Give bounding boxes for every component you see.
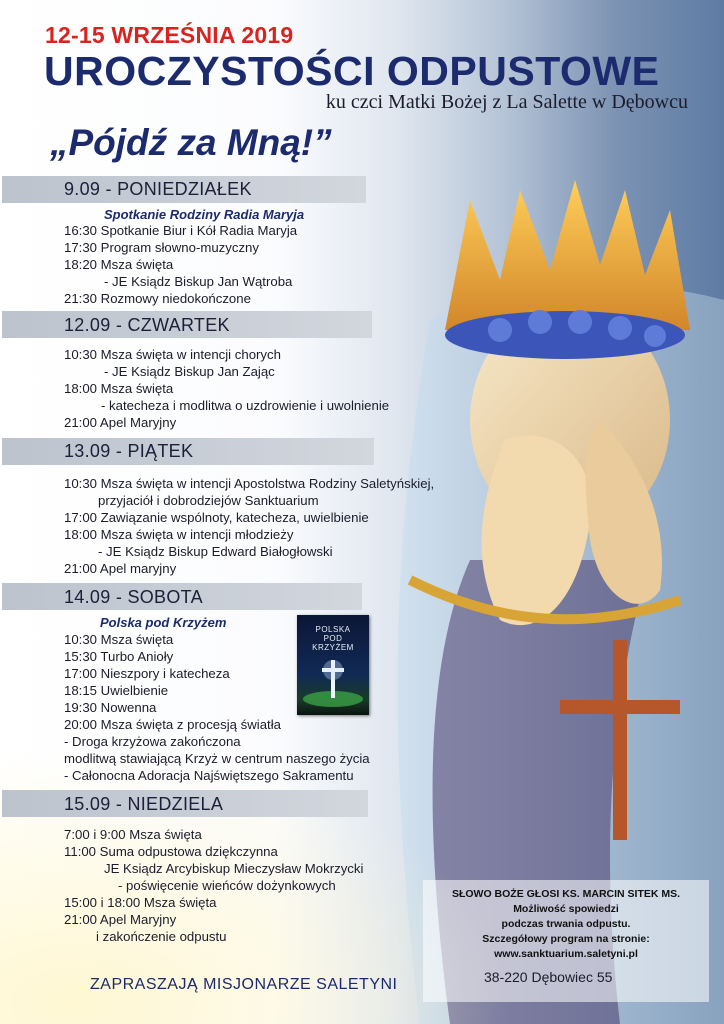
- schedule-line: 17:00 Nieszpory i katecheza: [64, 666, 230, 681]
- schedule-line: 21:00 Apel Maryjny: [64, 415, 177, 430]
- day-title-saturday: 14.09 - SOBOTA: [64, 587, 203, 607]
- schedule-line: 18:00 Msza święta: [64, 381, 174, 396]
- schedule-line: modlitwą stawiającą Krzyż w centrum naszego życia: [64, 751, 370, 766]
- book-title-line: POLSKA: [315, 625, 351, 634]
- day-title-friday: 13.09 - PIĄTEK: [64, 441, 194, 461]
- schedule-line: 21:00 Apel maryjny: [64, 561, 177, 576]
- schedule-line: 7:00 i 9:00 Msza święta: [64, 827, 202, 842]
- schedule-line: 21:30 Rozmowy niedokończone: [64, 291, 251, 306]
- subtitle: ku czci Matki Bożej z La Salette w Dębowcu: [325, 91, 688, 113]
- schedule-line: - JE Ksiądz Biskup Edward Białogłowski: [98, 544, 333, 559]
- schedule-line: 16:30 Spotkanie Biur i Kół Radia Maryja: [64, 223, 298, 238]
- schedule-line: 15:00 i 18:00 Msza święta: [64, 895, 217, 910]
- main-title: UROCZYSTOŚCI ODPUSTOWE: [44, 48, 660, 94]
- schedule-line: przyjaciół i dobrodziejów Sanktuarium: [98, 493, 319, 508]
- schedule-line: 10:30 Msza święta w intencji Apostolstwa Rodziny Saletyńskiej,: [64, 476, 435, 491]
- schedule-line: i zakończenie odpustu: [96, 929, 227, 944]
- day-subtitle-saturday: Polska pod Krzyżem: [100, 615, 227, 630]
- day-subtitle-monday: Spotkanie Rodziny Radia Maryja: [104, 207, 305, 222]
- schedule-line: 17:00 Zawiązanie wspólnoty, katecheza, uwielbienie: [64, 510, 369, 525]
- info-preacher: SŁOWO BOŻE GŁOSI KS. MARCIN SITEK MS.: [451, 888, 681, 900]
- schedule-line: - JE Ksiądz Biskup Jan Zając: [104, 364, 275, 379]
- day-title-monday: 9.09 - PONIEDZIAŁEK: [64, 179, 252, 199]
- address: 38-220 Dębowiec 55: [484, 969, 613, 985]
- schedule-line: - katecheza i modlitwa o uzdrowienie i uwolnienie: [101, 398, 390, 413]
- schedule-line: 10:30 Msza święta w intencji chorych: [64, 347, 281, 362]
- motto: „Pójdź za Mną!”: [50, 122, 332, 163]
- day-title-thursday: 12.09 - CZWARTEK: [64, 315, 230, 335]
- footer-invitation: ZAPRASZAJĄ MISJONARZE SALETYNI: [90, 976, 398, 993]
- book-title-line: KRZYŻEM: [312, 643, 354, 652]
- schedule-line: 10:30 Msza święta: [64, 632, 174, 647]
- schedule-line: - poświęcenie wieńców dożynkowych: [118, 878, 336, 893]
- book-cover-image: [297, 615, 369, 715]
- glowing-cross-icon: [297, 615, 369, 715]
- schedule-line: 11:00 Suma odpustowa dziękczynna: [64, 844, 278, 859]
- dates-heading: 12-15 WRZEŚNIA 2019: [45, 22, 294, 48]
- schedule-line: JE Ksiądz Arcybiskup Mieczysław Mokrzycki: [104, 861, 364, 876]
- schedule-line: 17:30 Program słowno-muzyczny: [64, 240, 259, 255]
- schedule-line: - Droga krzyżowa zakończona: [64, 734, 241, 749]
- day-title-sunday: 15.09 - NIEDZIELA: [64, 794, 224, 814]
- schedule-line: 18:20 Msza święta: [64, 257, 174, 272]
- schedule-line: 15:30 Turbo Anioły: [64, 649, 174, 664]
- schedule-line: - JE Ksiądz Biskup Jan Wątroba: [104, 274, 293, 289]
- info-line: Możliwość spowiedzi: [513, 903, 619, 915]
- info-line: podczas trwania odpustu.: [501, 918, 631, 930]
- schedule-line: - Całonocna Adoracja Najświętszego Sakramentu: [64, 768, 354, 783]
- schedule-line: 18:15 Uwielbienie: [64, 683, 169, 698]
- schedule-line: 18:00 Msza święta w intencji młodzieży: [64, 527, 294, 542]
- book-title-line: POD: [323, 634, 343, 643]
- schedule-line: 20:00 Msza święta z procesją światła: [64, 717, 281, 732]
- info-line: Szczegółowy program na stronie:: [482, 933, 650, 945]
- schedule-line: 21:00 Apel Maryjny: [64, 912, 177, 927]
- schedule-line: 19:30 Nowenna: [64, 700, 157, 715]
- info-website: www.sanktuarium.saletyni.pl: [494, 948, 638, 960]
